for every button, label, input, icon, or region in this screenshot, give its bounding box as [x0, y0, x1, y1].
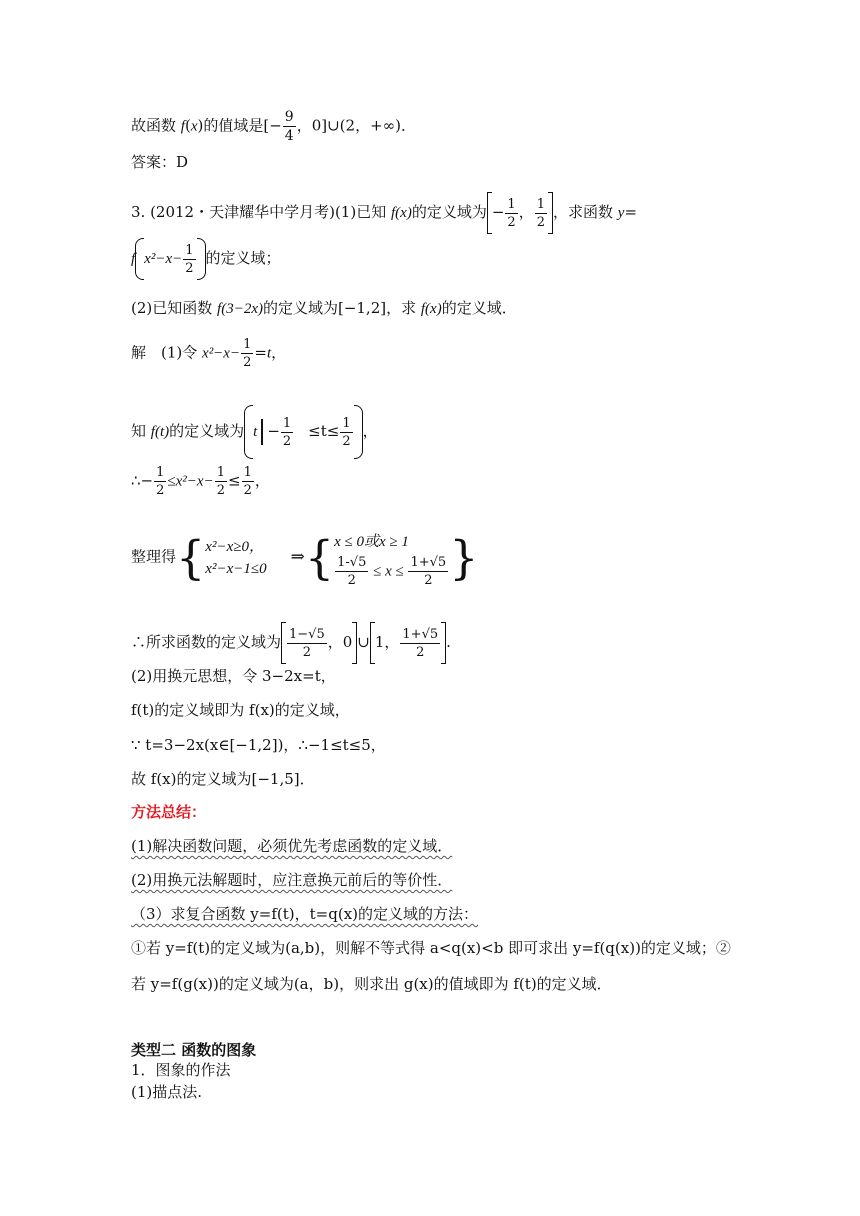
text: 的定义域为[−1,2]，求 [262, 299, 417, 317]
solution-line-3 [131, 466, 270, 497]
text: 整理得 [131, 547, 177, 566]
method-summary-title: 方法总结： [131, 803, 207, 821]
text: = [254, 343, 267, 362]
math-expr: ≤x²−x− [167, 473, 214, 490]
math-f: f [180, 118, 185, 135]
text: = [624, 203, 638, 221]
text: ≤t≤ [308, 422, 340, 440]
plotting-method: (1)描点法. [131, 1083, 203, 1101]
system-right: x ≤ 0或x ≥ 1 $\frac{1-√5}{2}$ ≤ x ≤ $\frac{1+√5}{2}$ [334, 534, 447, 588]
math-fx: f(x) [420, 301, 442, 317]
system-left: x²−x≥0， x²−x−1≤0 [205, 538, 267, 577]
text: 解 (1)令 [131, 343, 198, 362]
fraction: $\frac{1}{2}$ [243, 337, 252, 370]
part-2-line-2: f(t)的定义域即为 f(x)的定义域， [131, 701, 350, 719]
paren-right [197, 238, 206, 280]
method-3 [131, 904, 478, 924]
text: 知 [131, 422, 147, 440]
fraction: $\frac{1-√5}{2}$ [289, 626, 325, 660]
text: )的值域是[− [197, 116, 282, 135]
math-x: x [190, 118, 198, 135]
value-range-line [131, 110, 416, 143]
text: 1， [374, 633, 400, 651]
math-expr: x²−x− [144, 251, 183, 267]
text: 的定义域； [205, 249, 281, 267]
question-3-line-1: 3. (2012・天津耀华中学月考)(1)已知 f(x)的定义域为 − $\frac{1}{2}$ ， $\frac{1}{2}$ ，求函数 y= [131, 192, 637, 234]
solution-line-1 [131, 338, 286, 369]
text: (1)解决函数问题，必须优先考虑函数的定义域． [131, 837, 453, 855]
fraction: $\frac{1+√5}{2}$ [402, 626, 439, 660]
answer-line: 答案：D [131, 153, 189, 171]
bracket-left [281, 622, 286, 664]
part-2-line-1: (2)用换元思想，令 3−2x=t， [131, 667, 336, 685]
math-fx: f(x) [391, 205, 412, 221]
brace-right [354, 405, 363, 459]
question-3-part-2 [131, 298, 517, 319]
math-t: t [266, 345, 272, 362]
math-y: y [617, 205, 625, 221]
text: ， [254, 471, 270, 490]
text: ∴− [131, 471, 154, 490]
text: 3. (2012・天津耀华中学月考)(1)已知 [131, 203, 387, 221]
set-bar [261, 419, 263, 445]
fraction: $\frac{1}{2}$ [507, 196, 516, 230]
text: 故函数 [131, 116, 177, 135]
math-ft: f(t) [150, 424, 170, 440]
solution-result [131, 622, 451, 664]
fraction: $\frac{1}{2}$ [536, 196, 545, 230]
brace-left-2: { [304, 530, 335, 585]
paren-left [135, 238, 144, 280]
brace-left: { [176, 530, 206, 585]
text: (2)已知函数 [131, 299, 213, 317]
text: （3）求复合函数 y=f(t)，t=q(x)的定义域的方法： [131, 905, 479, 923]
solution-system [131, 528, 478, 587]
text: 的定义域为 [411, 203, 487, 221]
graph-method-heading: 1．图象的作法 [131, 1061, 231, 1079]
fraction: $\frac{1}{2}$ [342, 415, 351, 449]
text: . [446, 633, 451, 651]
text: ∴所求函数的定义域为 [131, 633, 282, 651]
method-4: ①若 y=f(t)的定义域为(a,b)，则解不等式得 a<q(x)<b 即可求出 y=f(q(x))的定义域；②若 y=f(g(x))的定义域为(a，b)，则求出 g(x)的值域即为 f(t)的定义域． [131, 939, 731, 993]
text: (2)用换元法解题时，应注意换元前后的等价性． [131, 871, 453, 889]
fraction: $\frac{1}{2}$ [282, 415, 292, 449]
brace-left [244, 405, 253, 459]
fraction: $\frac{9}{4}$ [284, 109, 294, 144]
text: ∪ [357, 633, 370, 651]
text: ≤ [227, 471, 241, 490]
text: ， [362, 422, 378, 440]
math-f: f [131, 251, 136, 267]
text: ，0 [327, 633, 353, 651]
type-two-heading: 类型二 函数的图象 [131, 1041, 257, 1059]
solution-line-2: 知 f(t)的定义域为 t − $\frac{1}{2}$ ≤t≤ $\frac{1}{2}$ ， [131, 405, 378, 459]
fraction: $\frac{1}{2}$ [156, 465, 165, 498]
text: 的定义域为 [169, 422, 245, 440]
text: ， [271, 343, 287, 362]
math-expr: f(3−2x) [217, 301, 263, 317]
method-2 [131, 870, 452, 890]
text: 的定义域． [441, 299, 517, 317]
math-t: t [253, 424, 258, 440]
fraction: $\frac{1}{2}$ [185, 242, 194, 276]
brace-right: } [449, 530, 479, 585]
method-1 [131, 836, 452, 856]
part-2-line-4: 故 f(x)的定义域为[−1,5]． [131, 770, 315, 788]
text: ，0]∪(2，+∞)． [296, 116, 416, 135]
fraction: $\frac{1}{2}$ [243, 465, 252, 498]
text: ，求函数 [553, 203, 614, 221]
math-expr: x²−x− [202, 345, 241, 362]
question-3-line-2 [131, 238, 281, 280]
implies: ⇒ [290, 546, 305, 567]
fraction: $\frac{1}{2}$ [216, 465, 225, 498]
text: ( [184, 116, 191, 135]
part-2-line-3: ∵ t=3−2x(x∈[−1,2])，∴−1≤t≤5， [131, 736, 386, 754]
